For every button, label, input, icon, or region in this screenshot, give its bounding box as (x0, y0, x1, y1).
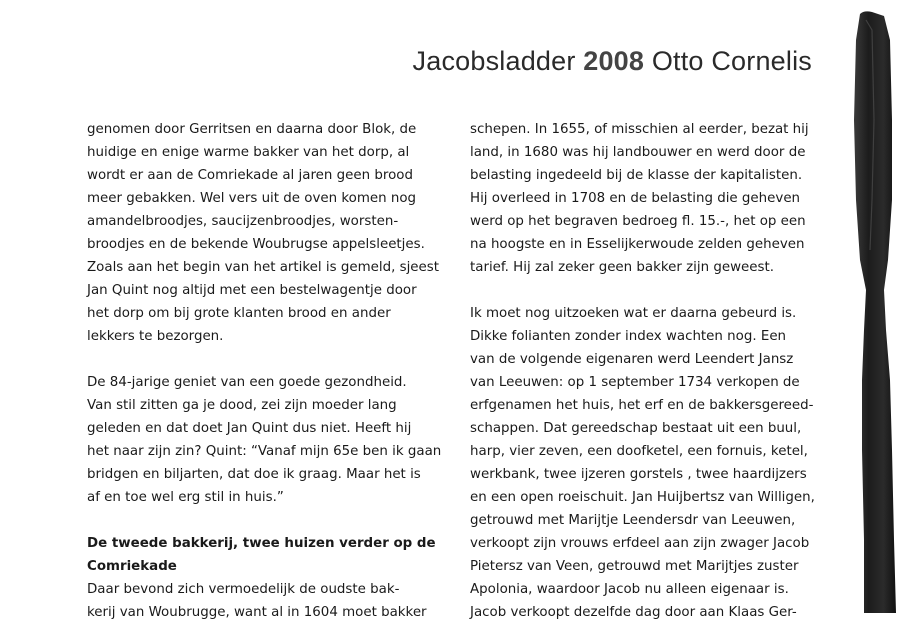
text-line: Hij overleed in 1708 en de belasting die geheven (470, 191, 801, 206)
text-line: van de volgende eigenaren werd Leendert Jansz (470, 352, 794, 367)
text-line: amandelbroodjes, saucijzenbroodjes, worsten- (87, 214, 399, 229)
text-line: Zoals aan het begin van het artikel is gemeld, sjeest (87, 260, 440, 275)
left-column (87, 118, 442, 624)
text-line: Jacob verkoopt dezelfde dag door aan Klaas Ger- (470, 605, 797, 620)
text-line: Dikke folianten zonder index wachten nog. Een (470, 329, 787, 344)
text-line: verkoopt zijn vrouws erfdeel aan zijn zwager Jacob (470, 536, 810, 551)
text-line: getrouwd met Marijtje Leendersdr van Leeuwen, (470, 513, 796, 528)
text-line: belasting ingedeeld bij de klasse der kapitalisten. (470, 168, 803, 183)
text-line: het naar zijn zin? Quint: “Vanaf mijn 65e ben ik gaan (87, 444, 442, 459)
page-header (413, 46, 812, 77)
text-line: bridgen en biljarten, dat doe ik graag. Maar het is (87, 467, 421, 482)
text-line: Jan Quint nog altijd met een bestelwagentje door (87, 283, 417, 298)
text-line: Pietersz van Veen, getrouwd met Marijtjes zuster (470, 559, 799, 574)
paragraph-gap (87, 348, 427, 371)
text-line: geleden en dat doet Jan Quint dus niet. Heeft hij (87, 421, 412, 436)
text-line: af en toe wel erg stil in huis.” (87, 490, 284, 505)
text-line: tarief. Hij zal zeker geen bakker zijn geweest. (470, 260, 775, 275)
section-heading-line: De tweede bakkerij, twee huizen verder op de (87, 536, 436, 551)
section-heading-line: Comriekade (87, 559, 177, 574)
text-line: De 84-jarige geniet van een goede gezondheid. (87, 375, 407, 390)
text-line: Ik moet nog uitzoeken wat er daarna gebeurd is. (470, 306, 797, 321)
text-line: van Leeuwen: op 1 september 1734 verkopen de (470, 375, 800, 390)
text-line: meer gebakken. Wel vers uit de oven komen nog (87, 191, 417, 206)
text-line: kerij van Woubrugge, want al in 1604 moet bakker (87, 605, 427, 620)
text-line: het dorp om bij grote klanten brood en ander (87, 306, 391, 321)
text-line: huidige en enige warme bakker van het dorp, al (87, 145, 410, 160)
text-line: na hoogste en in Esselijkerwoude zelden geheven (470, 237, 805, 252)
text-line: werkbank, twee ijzeren gorstels , twee haardijzers (470, 467, 807, 482)
text-line: harp, vier zeven, een doofketel, een fornuis, ketel, (470, 444, 808, 459)
text-line: Apolonia, waardoor Jacob nu alleen eigenaar is. (470, 582, 789, 597)
paragraph-gap (87, 509, 427, 532)
header-author: Otto Cornelis (651, 46, 812, 76)
text-line: werd op het begraven bedroeg fl. 15.-, het op een (470, 214, 806, 229)
text-line: broodjes en de bekende Woubrugse appelsleetjes. (87, 237, 425, 252)
bread-peel-image (820, 0, 900, 613)
text-line: genomen door Gerritsen en daarna door Blok, de (87, 122, 417, 137)
text-line: wordt er aan de Comriekade al jaren geen brood (87, 168, 413, 183)
text-line: schappen. Dat gereedschap bestaat uit een buul, (470, 421, 802, 436)
header-title: Jacobsladder (412, 46, 576, 76)
header-year: 2008 (583, 46, 645, 76)
text-line: Van stil zitten ga je dood, zei zijn moeder lang (87, 398, 397, 413)
paragraph-gap (470, 279, 815, 302)
right-column (470, 118, 815, 624)
text-line: Daar bevond zich vermoedelijk de oudste bak- (87, 582, 400, 597)
text-line: erfgenamen het huis, het erf en de bakkersgereed- (470, 398, 814, 413)
text-line: lekkers te bezorgen. (87, 329, 224, 344)
text-line: en een open roeischuit. Jan Huijbertsz van Willigen, (470, 490, 815, 505)
text-line: schepen. In 1655, of misschien al eerder, bezat hij (470, 122, 809, 137)
text-line: land, in 1680 was hij landbouwer en werd door de (470, 145, 806, 160)
